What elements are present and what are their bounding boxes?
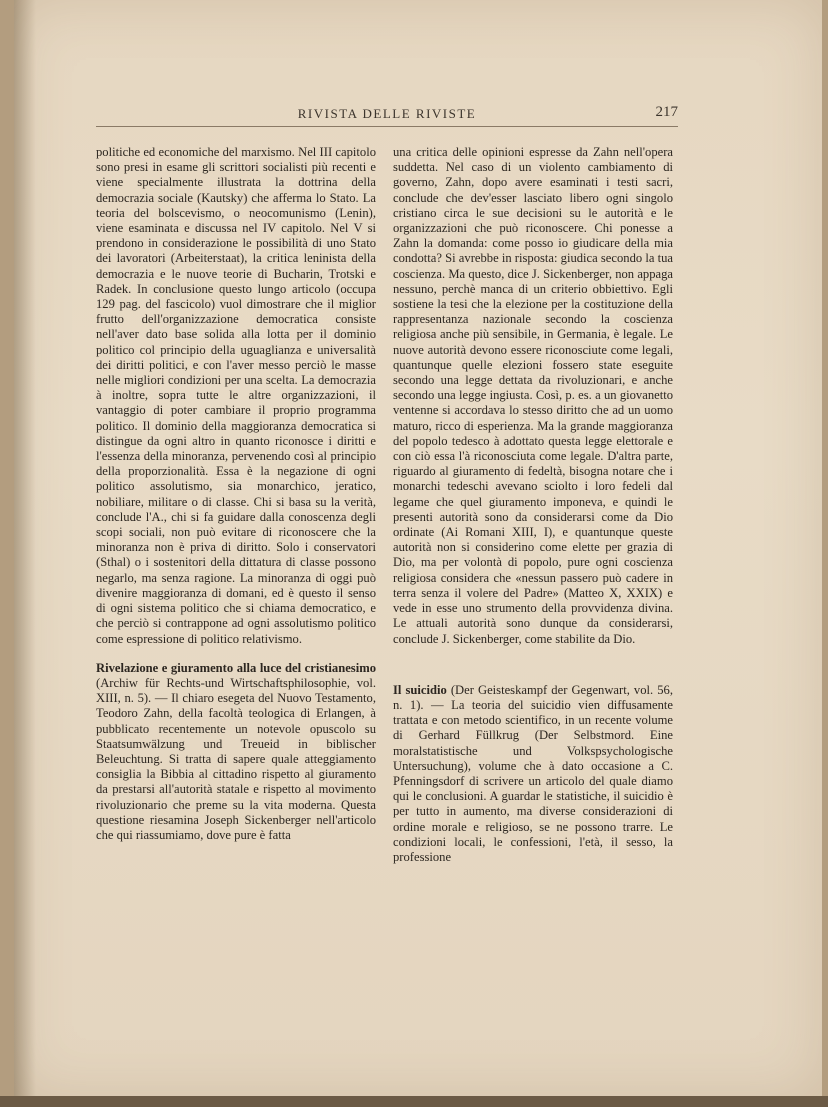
page-bottom-edge [0,1096,828,1107]
running-header [96,104,678,127]
section-gap [96,647,376,661]
paragraph-zahn: una critica delle opinioni espresse da Zahn nell'opera suddetta. Nel caso di un violento cambiamento di governo, Zahn, dopo avere esaminati i testi sacri, conclude che dev'esser lasciato libero ogni singolo cristiano circa le sue decisioni su le autorità e le organizzazioni che può riconoscere. Chi ponesse a Zahn la domanda: come posso io giudicare della mia condotta? Si avrebbe in risposta: giudica secondo la tua coscienza. Ma questo, dice J. Sickenberger, non appaga nessuno, perchè manca di un criterio obbiettivo. Egli sostiene la tesi che la elezione per la costituzione della rappresentanza nazionale secondo la coscienza religiosa anche più sensibile, in Germania, è legale. Le nuove autorità devono essere riconosciute come legali, quantunque quelle elezioni fossero state eseguite secondo una legge dettata da rivoluzionari, e anche secondo una legge ingiusta. Così, p. es. a un giovanetto ventenne si accordava lo stesso diritto che ad un uomo maturo, ricco di esperienza. Ma la grande maggioranza del popolo tedesco à adottato questa legge elettorale e con ciò essa l'à riconosciuta come legale. D'altra parte, riguardo al giuramento di fedeltà, bisogna notare che i monarchi tedeschi avevano sciolto i loro fedeli dal legame che quel giuramento imponeva, e quindi le presenti autorità sono da considerarsi come da Dio ordinate (Ai Romani XIII, I), e quantunque queste autorità non si considerino come elette per grazia di Dio, ma per volontà di popolo, pure ogni coscienza religiosa considera che «nessun passero può cadere in terra senza il volere del Padre» (Matteo X, XXIX) e vede in esse uno strumento della provvidenza divina. Le attuali autorità sono dunque da considerarsi, conclude J. Sickenberger, come stabilite da Dio. [393,145,673,646]
section-gap [393,647,673,683]
section-heading-rivelazione: Rivelazione e giuramento alla luce del cristianesimo [96,660,376,675]
paragraph-rivelazione [96,661,376,843]
page-number: 217 [655,104,678,120]
section-body-suicidio: (Der Geisteskampf der Gegenwart, vol. 56, n. 1). — La teoria del suicidio vien diffusamente trattata e con metodo scientifico, in un recente volume di Gerhard Füllkrug (Der Selbstmord. Eine moralstatistische und Volkspsychologische Untersuchung), volume che à dato occasione a C. Pfenningsdorf di scrivere un articolo del quale diamo qui le conclusioni. A guardar le statistiche, il suicidio è per tutto in aumento, ma diverse considerazioni di ordine morale e religioso, se ne possono trarre. Le condizioni locali, le confessioni, l'età, il sesso, la professione [393,682,673,864]
paragraph-suicidio [393,683,673,865]
section-body-rivelazione: (Archiw für Rechts-und Wirtschaftsphilosophie, vol. XIII, n. 5). — Il chiaro esegeta del Nuovo Testamento, Teodoro Zahn, della facoltà teologica di Erlangen, à pubblicato recentemente un notevole opuscolo su Staatsumwälzung und Treueid in biblischer Beleuchtung. Si tratta di sapere quale atteggiamento consiglia la Bibbia al cittadino rispetto al giuramento da prestarsi all'autorità statale e rispetto al movimento rivoluzionario che preme su la vita moderna. Questa questione riesamina Joseph Sickenberger nell'articolo che qui riassumiamo, dove pure è fatta [96,675,376,842]
section-heading-suicidio: Il suicidio [393,682,447,697]
right-column [393,145,673,865]
paragraph-marxism: politiche ed economiche del marxismo. Nel III capitolo sono presi in esame gli scrittori socialisti più recenti e viene specialmente illustrata la dottrina della democrazia sociale (Kautsky) che afferma lo Stato. La teoria del bolscevismo, o neocomunismo (Lenin), viene esaminata e discussa nel IV capitolo. Nel V si prendono in considerazione le possibilità di uno Stato dei lavoratori (Arbeiterstaat), la critica leninista della democrazia e le nuove teorie di Bucharin, Trotski e Radek. In conclusione questo lungo articolo (occupa 129 pag. del fascicolo) vuol dimostrare che il miglior frutto dell'organizzazione democratica consiste nell'aver dato base solida alla lotta per il dominio politico col principio della uguaglianza e universalità dei diritti politici, e con l'aver messo perciò le masse nelle migliori condizioni per una scelta. La democrazia à inoltre, sopra tutte le altre organizzazioni, il vantaggio di poter cambiare il proprio programma politico. Il dominio della maggioranza democratica si distingue da ogni altro in quanto riconosce i diritti e l'essenza della minoranza, pervenendo così al principio della proporzionalità. Essa è la negazione di ogni politico assolutismo, sia monarchico, jeratico, nobiliare, militare o di classe. Chi si basa su la verità, conclude l'A., chi si fa guidare dalla conoscenza degli scopi sociali, non può evitare di riconoscere che la minoranza non è priva di diritto. Solo i conservatori (Sthal) o i sostenitori della dittatura di classe possono negarlo, ma senza ragione. La minoranza di oggi può divenire maggioranza di domani, ed è questo il senso di ogni sistema politico che si chiama democratico, e che perciò si contrappone ad ogni assolutismo politico come espressione di politico relativismo. [96,145,376,646]
left-column [96,145,376,843]
running-title: RIVISTA DELLE RIVISTE [297,106,477,121]
binding-shadow [14,0,36,1098]
